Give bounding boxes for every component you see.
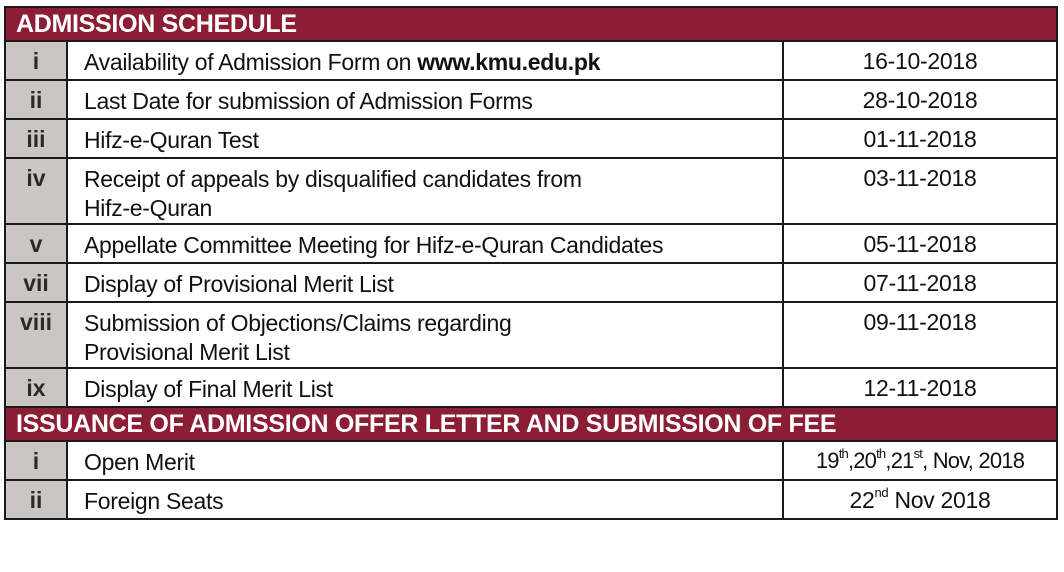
row-date: 09-11-2018 bbox=[783, 302, 1057, 368]
table-row bbox=[5, 480, 1057, 519]
table-row bbox=[5, 80, 1057, 119]
table-row bbox=[5, 441, 1057, 480]
table-row bbox=[5, 119, 1057, 158]
date-day: 19 bbox=[815, 448, 839, 473]
date-ordinal: th bbox=[838, 445, 848, 461]
row-description: Display of Final Merit List bbox=[67, 368, 783, 407]
row-number: ix bbox=[5, 368, 67, 407]
row-number: iii bbox=[5, 119, 67, 158]
date-day: 22 bbox=[849, 487, 875, 513]
row-date: 16-10-2018 bbox=[783, 41, 1057, 80]
row-date bbox=[783, 480, 1057, 519]
row-description: Hifz-e-Quran Test bbox=[67, 119, 783, 158]
row-date: 07-11-2018 bbox=[783, 263, 1057, 302]
row-date: 28-10-2018 bbox=[783, 80, 1057, 119]
row-description: Last Date for submission of Admission Forms bbox=[67, 80, 783, 119]
row-description: Appellate Committee Meeting for Hifz-e-Quran Candidates bbox=[67, 224, 783, 263]
website-link[interactable]: www.kmu.edu.pk bbox=[417, 49, 601, 75]
row-number: ii bbox=[5, 80, 67, 119]
table-row bbox=[5, 224, 1057, 263]
table-row bbox=[5, 41, 1057, 80]
table-row bbox=[5, 158, 1057, 224]
table-row bbox=[5, 263, 1057, 302]
date-month-year: Nov 2018 bbox=[894, 487, 991, 513]
date-day: 21 bbox=[890, 448, 914, 473]
row-description-line: Hifz-e-Quran bbox=[84, 195, 213, 221]
date-ordinal: nd bbox=[874, 485, 889, 501]
issuance-section-header bbox=[5, 407, 1057, 441]
row-number: viii bbox=[5, 302, 67, 368]
date-ordinal: st bbox=[913, 445, 923, 461]
date-ordinal: th bbox=[876, 445, 886, 461]
row-description bbox=[67, 41, 783, 80]
date-day: 20 bbox=[853, 448, 877, 473]
row-number: vii bbox=[5, 263, 67, 302]
schedule-section-header bbox=[5, 7, 1057, 41]
row-description: Display of Provisional Merit List bbox=[67, 263, 783, 302]
row-description bbox=[67, 302, 783, 368]
row-number: i bbox=[5, 41, 67, 80]
row-description: Open Merit bbox=[67, 441, 783, 480]
row-date: 19th,20th,21st, Nov, 2018 bbox=[783, 441, 1057, 480]
row-description bbox=[67, 158, 783, 224]
row-description-line: Submission of Objections/Claims regarding bbox=[84, 310, 512, 336]
admission-schedule-table bbox=[4, 6, 1058, 520]
row-date: 12-11-2018 bbox=[783, 368, 1057, 407]
issuance-title: ISSUANCE OF ADMISSION OFFER LETTER AND SUBMISSION OF FEE bbox=[5, 407, 1057, 441]
row-date: 05-11-2018 bbox=[783, 224, 1057, 263]
schedule-title: ADMISSION SCHEDULE bbox=[5, 7, 1057, 41]
table-row bbox=[5, 368, 1057, 407]
row-description-text: Availability of Admission Form on bbox=[84, 49, 418, 75]
row-description-line: Receipt of appeals by disqualified candidates from bbox=[84, 166, 582, 192]
row-number: iv bbox=[5, 158, 67, 224]
row-number: v bbox=[5, 224, 67, 263]
row-number: ii bbox=[5, 480, 67, 519]
admission-schedule-document bbox=[4, 6, 1056, 520]
date-month-year: Nov, 2018 bbox=[932, 448, 1025, 473]
table-row bbox=[5, 302, 1057, 368]
row-date: 03-11-2018 bbox=[783, 158, 1057, 224]
row-number: i bbox=[5, 441, 67, 480]
row-date: 01-11-2018 bbox=[783, 119, 1057, 158]
row-description: Foreign Seats bbox=[67, 480, 783, 519]
row-description-line: Provisional Merit List bbox=[84, 339, 290, 365]
